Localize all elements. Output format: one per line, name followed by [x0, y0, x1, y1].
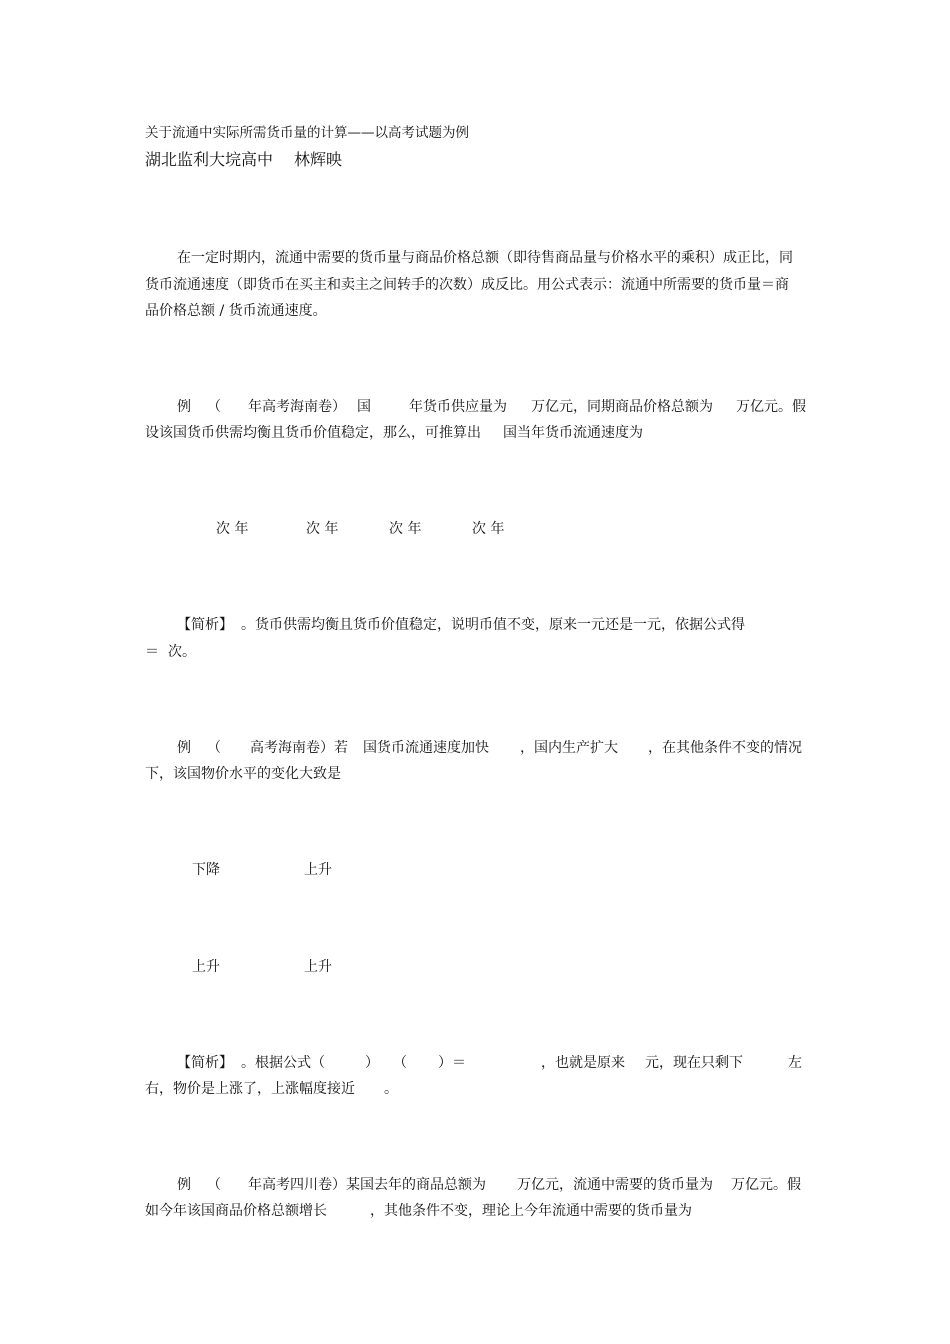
a2-formula-start: 。根据公式（	[241, 1055, 325, 1071]
q2-speed: 国货币流通速度加快	[363, 740, 489, 756]
a2-end-char: 左	[788, 1055, 802, 1071]
a1-text: 。货币供需均衡且货币价值稳定，说明币值不变，原来一元还是一元，依据公式得	[241, 617, 745, 633]
intro-line-3: 品价格总额 / 货币流通速度。	[145, 303, 327, 319]
q3-label: 例	[177, 1177, 191, 1193]
author-school: 湖北监利大垸高中	[145, 150, 274, 169]
q1-country: 国	[357, 399, 371, 415]
q1-option-b: 次 年	[306, 521, 339, 537]
a1-unit: 次。	[168, 644, 196, 660]
author-name: 林辉映	[294, 150, 343, 169]
q1-option-a: 次 年	[216, 521, 249, 537]
q1-option-c: 次 年	[389, 521, 422, 537]
q2-condition: ，在其他条件不变的情况	[648, 740, 802, 756]
a2-paren-open: （	[393, 1055, 407, 1071]
a2-tag: 【简析】	[177, 1055, 233, 1071]
q2-option-b: 上升	[304, 862, 332, 878]
q2-option-c: 上升	[192, 959, 220, 975]
intro-line-2: 货币流通速度（即货币在买主和卖主之间转手的次数）成反比。用公式表示：流通中所需要的货币量＝商	[145, 277, 789, 293]
q2-label: 例	[177, 740, 191, 756]
q1-unit-end: 万亿元。假	[736, 399, 806, 415]
q2-paren-open: （	[207, 740, 221, 756]
q2-option-d: 上升	[304, 959, 332, 975]
a2-period: 。	[384, 1081, 398, 1097]
q1-supply: 年货币供应量为	[409, 399, 507, 415]
a2-original: ，也就是原来	[541, 1055, 625, 1071]
q1-label: 例	[177, 399, 191, 415]
intro-line-1: 在一定时期内，流通中需要的货币量与商品价格总额（即待售商品量与价格水平的乘积）成正比，同	[177, 250, 793, 266]
q1-source: 年高考海南卷）	[248, 399, 346, 415]
q3-unit-end: 万亿元。假	[731, 1177, 801, 1193]
a1-equals: ＝	[145, 644, 159, 660]
q3-line-2: 如今年该国商品价格总额增长	[145, 1203, 327, 1219]
q2-source: 高考海南卷）若	[250, 740, 348, 756]
q1-line-2b: 国当年货币流通速度为	[503, 425, 643, 441]
a2-line-2: 右，物价是上涨了，上涨幅度接近	[145, 1081, 355, 1097]
q1-option-d: 次 年	[472, 521, 505, 537]
q3-line-2b: ，其他条件不变，理论上今年流通中需要的货币量为	[370, 1203, 692, 1219]
q3-money-needed: 万亿元，流通中需要的货币量为	[517, 1177, 713, 1193]
a2-remaining: 元，现在只剩下	[645, 1055, 743, 1071]
q1-paren-open: （	[207, 399, 221, 415]
q1-line-2: 设该国货币供需均衡且货币价值稳定，那么，可推算出	[145, 425, 481, 441]
q2-option-a: 下降	[192, 862, 220, 878]
a2-paren-close: ）	[365, 1055, 379, 1071]
q2-production: ，国内生产扩大	[520, 740, 618, 756]
doc-title: 关于流通中实际所需货币量的计算——以高考试题为例	[145, 125, 469, 141]
q3-paren-open: （	[207, 1177, 221, 1193]
q3-source: 年高考四川卷）某国去年的商品总额为	[248, 1177, 486, 1193]
a1-tag: 【简析】	[177, 617, 233, 633]
q1-price-total: 万亿元，同期商品价格总额为	[531, 399, 713, 415]
q2-line-2: 下，该国物价水平的变化大致是	[145, 766, 341, 782]
a2-equals: ）＝	[438, 1055, 466, 1071]
